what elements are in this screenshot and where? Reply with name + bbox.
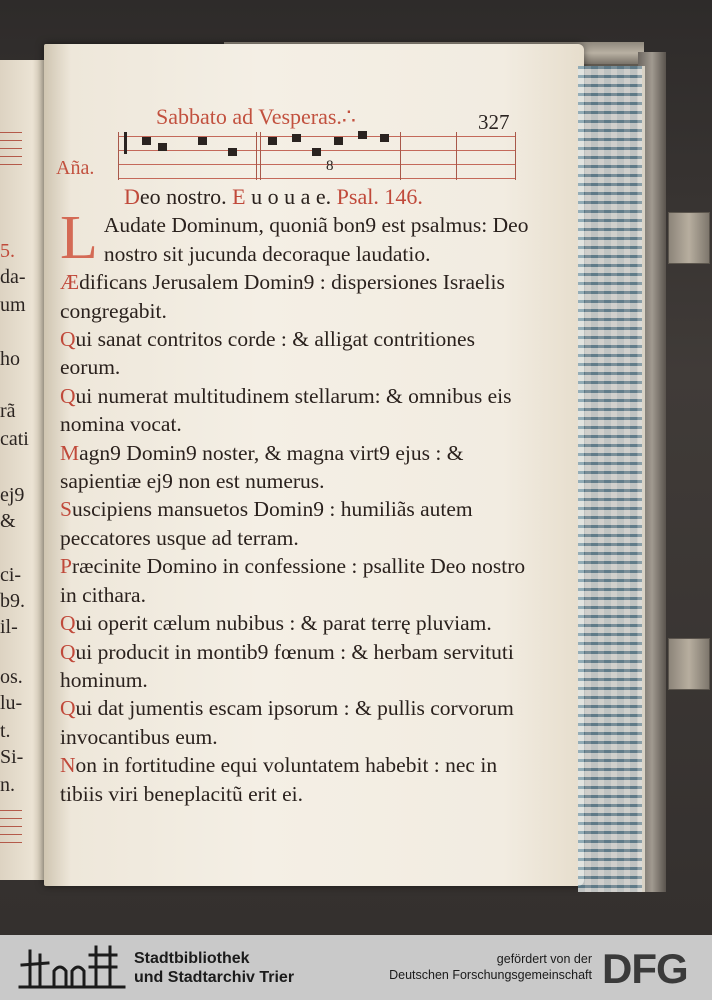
library-name-line2: und Stadtarchiv Trier	[134, 969, 295, 986]
verse	[60, 638, 530, 695]
left-fragment: os.	[0, 666, 23, 688]
psalm-text	[60, 183, 530, 808]
funding-line2: Deutschen Forschungsgemeinschaft	[389, 968, 592, 982]
verse	[60, 609, 530, 637]
verse-text: ui numerat multitudinem stellarum: & omnibus eis nomina vocat.	[60, 383, 512, 437]
verse-text: ui operit cælum nubibus : & parat terrę pluviam.	[75, 611, 492, 636]
book-clasp-bottom	[668, 638, 710, 690]
verse-text: ui producit in montib9 fœnum : & herbam servituti hominum.	[60, 639, 514, 692]
left-fragment: ho	[0, 348, 20, 370]
verse	[60, 552, 530, 609]
library-name-line1: Stadtbibliothek	[134, 950, 250, 967]
incipit-initial: D	[124, 184, 140, 209]
psalm-number: Psal. 146.	[336, 184, 423, 209]
funding-line1: gefördert von der	[496, 952, 592, 966]
left-fragment: Si-	[0, 746, 24, 768]
verse-text: on in fortitudine equi voluntatem habebit : nec in tibiis viri beneplacitũ erit ei.	[60, 753, 498, 806]
verse-initial: P	[60, 554, 72, 579]
verse	[60, 268, 530, 325]
chant-note	[358, 131, 367, 139]
verse	[60, 495, 530, 552]
verse-text: ui sanat contritos corde : & alligat contritiones eorum.	[60, 327, 475, 380]
verse	[60, 382, 530, 439]
verse	[60, 751, 530, 808]
chant-note	[142, 137, 151, 145]
verse-initial: Q	[60, 611, 76, 636]
chant-note	[312, 148, 321, 156]
chant-note	[228, 148, 237, 156]
footer-banner	[0, 935, 712, 1000]
decorated-initial: L	[60, 204, 98, 273]
verse-initial: N	[60, 753, 76, 778]
left-fragment: 5.	[0, 240, 15, 262]
verse-initial: Q	[60, 696, 76, 721]
chant-note	[198, 137, 207, 145]
chant-note	[158, 143, 167, 151]
verse-initial: Q	[60, 327, 76, 352]
verse-initial: M	[60, 440, 80, 465]
left-fragment: &	[0, 510, 16, 532]
incipit-words: eo nostro.	[139, 184, 227, 209]
running-title: Sabbato ad Vesperas.∴	[156, 104, 356, 129]
verse	[60, 694, 530, 751]
left-fragment: da-	[0, 266, 26, 288]
verse-text: agn9 Domin9 noster, & magna virt9 ejus : & sapientiæ ej9 non est numerus.	[60, 440, 464, 494]
verse-initial: Q	[60, 639, 76, 664]
left-fragment: ej9	[0, 484, 25, 506]
verse-initial: Æ	[60, 270, 80, 295]
chant-cue: 8	[326, 158, 334, 174]
verse-text: dificans Jerusalem Domin9 : dispersiones Israelis congregabit.	[60, 270, 505, 323]
euouae-initial: E	[232, 184, 246, 209]
verse	[60, 204, 530, 273]
left-fragment: t.	[0, 720, 11, 742]
verse	[60, 439, 530, 496]
left-staff-bottom	[0, 810, 22, 844]
stadtbibliothek-logo-icon	[16, 941, 128, 993]
page-number: 327	[478, 110, 510, 134]
left-fragment: ci-	[0, 564, 22, 586]
incipit-line	[60, 183, 530, 211]
chant-note	[268, 137, 277, 145]
dfg-logo	[600, 943, 700, 991]
library-name	[134, 949, 294, 987]
verse	[60, 325, 530, 382]
chant-note	[380, 134, 389, 142]
verse-text: uscipiens mansuetos Domin9 : humiliãs autem peccatores usque ad terram.	[60, 497, 473, 550]
chant-note	[334, 137, 343, 145]
verse-initial: Q	[60, 383, 76, 408]
chant-staff	[118, 132, 516, 180]
left-fragment: lu-	[0, 692, 23, 714]
chant-note	[292, 134, 301, 142]
left-fragment: n.	[0, 774, 15, 796]
marbled-page-edge	[578, 66, 645, 892]
verse-text: Audate Dominum, quoniã bon9 est psalmus: Deo nostro sit jucunda decoraque laudatio.	[103, 213, 529, 266]
left-fragment: il-	[0, 616, 18, 638]
left-fragment: um	[0, 294, 26, 316]
clef-mark	[124, 132, 127, 154]
left-fragment: rã	[0, 400, 16, 422]
left-fragment: b9.	[0, 590, 25, 612]
left-fragment: cati	[0, 428, 29, 450]
left-staff-top	[0, 132, 22, 166]
verse-text: ræcinite Domino in confessione : psallite Deo nostro in cithara.	[60, 554, 526, 607]
dfg-logo-text: DFG	[602, 945, 688, 991]
euouae-text: u o u a e.	[245, 184, 332, 209]
left-page-fragment	[0, 60, 46, 880]
book-clasp-top	[668, 212, 710, 264]
antiphon-label: Aña.	[56, 157, 95, 179]
verse-text: ui dat jumentis escam ipsorum : & pullis corvorum invocantibus eum.	[60, 696, 514, 749]
verse-initial: S	[60, 497, 72, 522]
funding-note	[389, 951, 592, 983]
